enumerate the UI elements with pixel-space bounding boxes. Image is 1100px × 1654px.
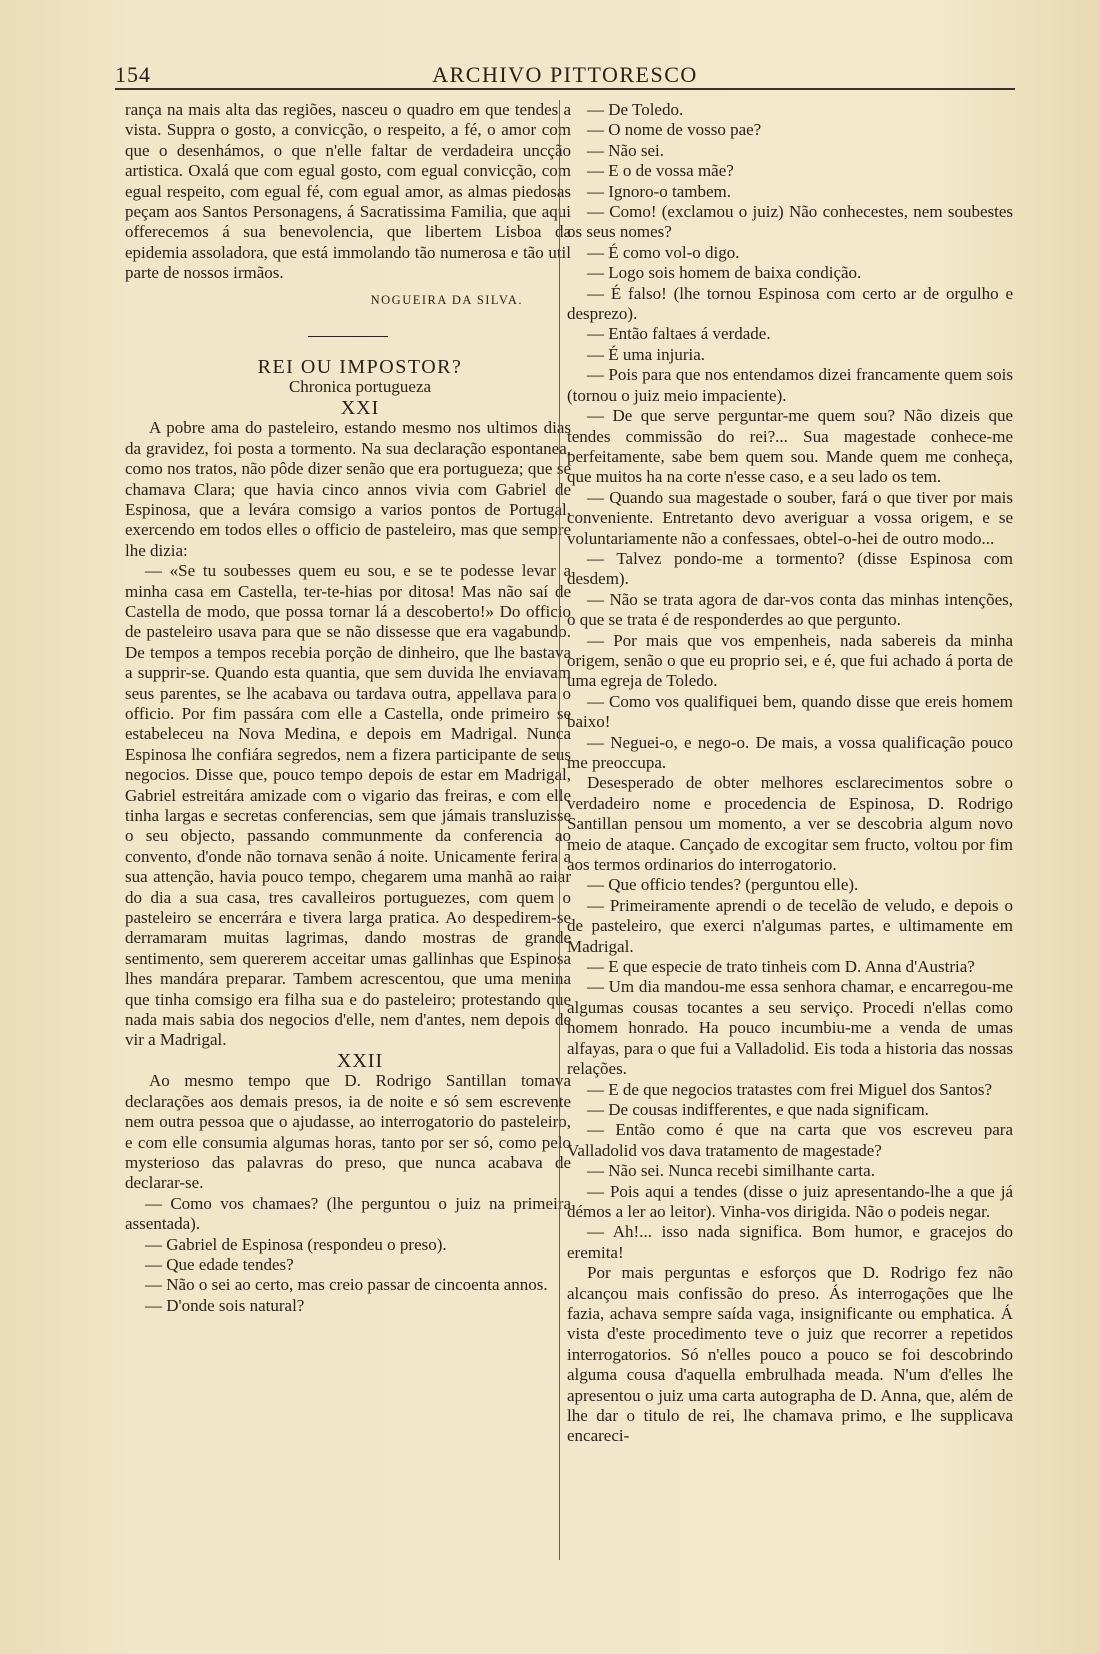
paragraph: Desesperado de obter melhores esclarecimentos sobre o verdadeiro nome e procedencia de Espinosa, D. Rodrigo Santillan pensou um momento, a ver se descobria algum novo meio de ataque. Cançado de excogitar sem fructo, voltou por fim aos termos ordinarios do interrogatorio. <box>567 773 1013 875</box>
dialogue-line: — Não sei. Nunca recebi similhante carta. <box>587 1161 875 1181</box>
paragraph: — «Se tu soubesses quem eu sou, e se te podesse levar a minha casa em Castella, ter-te-hias por ditosa! Mas não saí de Castella de modo, que possa tornar lá a descoberto!» Do officio de pasteleiro usava para que se não dissesse que era vagabundo. De tempos a tempos recebia porção de dinheiro, que lhe bastava a supprir-se. Quando esta quantia, que sem duvida lhe enviavam seus parentes, se lhe acabava ou tardava outra, appellava para o officio. Por fim passára com elle a Castella, onde primeiro se estabeleceu na Nova Medina, e depois em Madrigal. Nunca Espinosa lhe confiára segredos, nem a fizera participante de seus negocios. Disse que, pouco tempo depois de estar em Madrigal, Gabriel estreitára amizade com o vigario das freiras, e com elle tinha largas e secretas conferencias, sem que jámais transluzisse o seu objecto, passando communmente da conferencia ao convento, d'onde não tornava senão á noite. Unicamente ferira a sua attenção, havia pouco tempo, chegarem uma manhã ao raiar do dia a sua casa, tres cavalleiros portuguezes, com quem o pasteleiro se encerrára e tivera larga pratica. Ao despedirem-se derramaram muitas lagrimas, dando mostras de grande sentimento, sem quererem acceitar umas gallinhas que Espinosa lhes mandára preparar. Tambem acrescentou, que uma menina que tinha comsigo era filha sua e do pasteleiro; protestando que nada mais sabia dos negocios d'elle, nem d'antes, nem depois de vir a Madrigal. <box>125 561 571 1050</box>
dialogue-line: — E o de vossa mãe? <box>587 161 734 181</box>
dialogue-line: — De Toledo. <box>587 100 684 119</box>
dialogue-line: — Ignoro-o tambem. <box>587 181 731 201</box>
dialogue-line: — Pois para que nos entendamos dizei francamente quem sois (tornou o juiz meio impaciente). <box>567 365 1013 405</box>
dialogue-line: — Primeiramente aprendi o de tecelão de veludo, e depois o de pasteleiro, que exerci n'algumas partes, e ultimamente em Madrigal. <box>567 895 1013 956</box>
dialogue-line: — Que edade tendes? <box>145 1254 294 1274</box>
article-subtitle: Chronica portugueza <box>288 377 432 397</box>
column-divider <box>559 100 560 1560</box>
dialogue-line: — Então faltaes á verdade. <box>587 324 771 344</box>
article-title: REI OU IMPOSTOR? <box>257 356 463 379</box>
dialogue-line: — Neguei-o, e nego-o. De mais, a vossa qualificação pouco me preoccupa. <box>567 732 1013 772</box>
header-rule <box>115 88 1015 90</box>
dialogue-line: — E de que negocios tratastes com frei Miguel dos Santos? <box>587 1079 993 1099</box>
dialogue-line: — Como vos chamaes? (lhe perguntou o juiz na primeira assentada). <box>125 1193 571 1234</box>
section-divider <box>308 336 388 337</box>
intro-paragraph: rança na mais alta das regiões, nasceu o quadro em que tendes a vista. Suppra o gosto, a convicção, o respeito, a fé, o amor com que o desenhámos, o que n'elle faltar de verdadeira uncção artistica. Oxalá que com egual gosto, com egual convicção, com egual respeito, com egual fé, com egual amor, as almas piedosas peçam aos Santos Personagens, á Sacratissima Familia, que aqui offerecemos á sua benevolencia, que libertem Lisboa da epidemia assoladora, que está immolando tão numerosa e tão util parte de nossos irmãos. <box>125 100 571 283</box>
chapter-heading-xxi: XXI <box>340 396 380 419</box>
page-number: 154 <box>115 62 151 87</box>
dialogue-line: — Talvez pondo-me a tormento? (disse Espinosa com desdem). <box>567 548 1013 589</box>
dialogue-line: — Então como é que na carta que vos escreveu para Valladolid vos dava tratamento de magestade? <box>567 1120 1013 1160</box>
dialogue-line: — É falso! (lhe tornou Espinosa com certo ar de orgulho e desprezo). <box>567 283 1013 324</box>
dialogue-line: — Logo sois homem de baixa condição. <box>587 263 862 283</box>
dialogue-line: — Não sei. <box>587 140 664 160</box>
dialogue-line: — O nome de vosso pae? <box>587 120 762 140</box>
dialogue-line: — Quando sua magestade o souber, fará o que tiver por mais conveniente. Entretanto devo averiguar a vossa origem, e se voluntariamente não a confessaes, obtel-o-hei de outro modo... <box>567 487 1013 548</box>
dialogue-line: — Um dia mandou-me essa senhora chamar, e encarregou-me algumas cousas tocantes a seu serviço. Procedi n'ellas como homem honrado. Ha pouco incumbiu-me a venda de umas alfayas, para o que fui a Valladolid. Eis toda a historia das nossas relações. <box>567 977 1013 1079</box>
paragraph: Por mais perguntas e esforços que D. Rodrigo fez não alcançou mais confissão do preso. Ás interrogações que lhe fazia, achava sempre saída vaga, insignificante ou emphatica. Á vista d'este procedimento teve o juiz que recorrer a repetidos interrogatorios. Só n'elles pouco a pouco se foi descobrindo alguma cousa d'aquella embrulhada meada. N'um d'elles lhe apresentou o juiz uma carta autographa de D. Anna, que, além de lhe dar o titulo de rei, lhe chamava primo, e lhe supplicava encareci- <box>567 1263 1013 1446</box>
dialogue-line: — Gabriel de Espinosa (respondeu o preso). <box>145 1234 447 1254</box>
dialogue-line: — Não se trata agora de dar-vos conta das minhas intenções, o que se trata é de responderdes ao que pergunto. <box>567 589 1013 630</box>
dialogue-line: — De que serve perguntar-me quem sou? Não dizeis que tendes commissão do rei?... Sua magestade conhece-me perfeitamente, sabe bem quem sou. Mande quem me conheça, que muitos ha na corte n'esse caso, e a seu lado os tem. <box>567 406 1013 487</box>
dialogue-line: — D'onde sois natural? <box>145 1295 305 1315</box>
dialogue-line: — Ah!... isso nada significa. Bom humor, e gracejos do eremita! <box>567 1222 1013 1262</box>
chapter-heading-xxii: XXII <box>336 1049 384 1072</box>
paragraph: A pobre ama do pasteleiro, estando mesmo nos ultimos dias da gravidez, foi posta a tormento. Na sua declaração espontanea, como nos tratos, não pôde dizer senão que era portugueza; que se chamava Clara; que havia cinco annos vivia com Gabriel de Espinosa, que a levára comsigo a varios pontos de Portugal, exercendo em todos elles o officio de pasteleiro, mas que sempre lhe dizia: <box>125 418 571 560</box>
running-title: ARCHIVO PITTORESCO <box>432 62 698 87</box>
dialogue-line: — É como vol-o digo. <box>587 242 740 262</box>
page-header <box>115 56 1015 90</box>
dialogue-line: — Por mais que vos empenheis, nada sabereis da minha origem, senão o que eu proprio sei, e é, que fui achado á porta de uma egreja de Toledo. <box>567 630 1013 691</box>
right-column <box>567 100 1013 1447</box>
author-signature: NOGUEIRA DA SILVA. <box>370 292 523 307</box>
dialogue-line: — Não o sei ao certo, mas creio passar de cincoenta annos. <box>145 1275 548 1295</box>
dialogue-line: — Que officio tendes? (perguntou elle). <box>587 875 859 895</box>
paragraph: Ao mesmo tempo que D. Rodrigo Santillan tomava declarações aos demais presos, ia de noite e só sem escrevente nem outra pessoa que o ajudasse, ao interrogatorio do pasteleiro, e com elle consumia algumas horas, tanto por ser só, como pelo mysterioso das palavras do preso, que nunca acabava de declarar-se. <box>125 1071 571 1193</box>
dialogue-line: — É uma injuria. <box>587 344 706 364</box>
dialogue-line: — Pois aqui a tendes (disse o juiz apresentando-lhe a que já démos a ler ao leitor). Vinha-vos dirigida. Não o podeis negar. <box>567 1181 1013 1221</box>
dialogue-line: — E que especie de trato tinheis com D. Anna d'Austria? <box>587 957 975 977</box>
dialogue-line: — Como! (exclamou o juiz) Não conhecestes, nem soubestes os seus nomes? <box>567 202 1013 242</box>
dialogue-line: — De cousas indifferentes, e que nada significam. <box>587 1099 929 1119</box>
left-column <box>125 100 571 1316</box>
dialogue-line: — Como vos qualifiquei bem, quando disse que ereis homem baixo! <box>567 691 1013 732</box>
